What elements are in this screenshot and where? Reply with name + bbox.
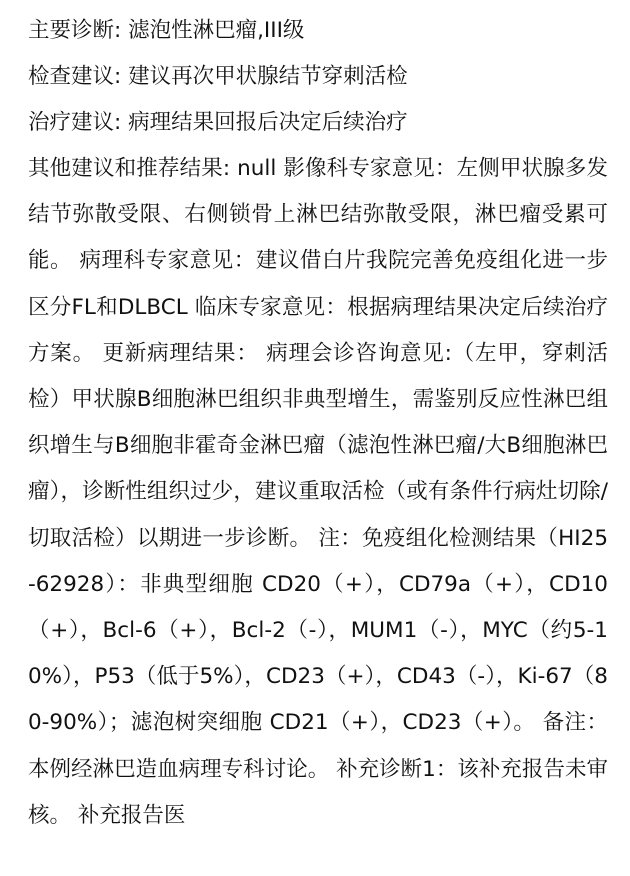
exam-recommendation-line: 检查建议: 建议再次甲状腺结节穿刺活检 — [28, 64, 408, 89]
other-recommendations-paragraph: 其他建议和推荐结果: null 影像科专家意见：左侧甲状腺多发结节弥散受限、右侧锁骨上淋巴结弥散受限，淋巴瘤受累可能。 病理科专家意见：建议借白片我院完善免疫组化进一步区分FL和DLBCL 临床专家意见：根据病理结果决定后续治疗方案。 更新病理结果： 病理会诊咨询意见:（左甲，穿刺活检）甲状腺B细胞淋巴组织非典型增生，需鉴别反应性淋巴组织增生与B细胞非霍奇金淋巴瘤（滤泡性淋巴瘤/大B细胞淋巴瘤），诊断性组织过少，建议重取活检（或有条件行病灶切除/切取活检）以期进一步诊断。 注：免疫组化检测结果（HI25-62928）：非典型细胞 CD20（+），CD79a（+），CD10（+），Bcl-6（+），Bcl-2（-），MUM1（-），MYC（约5-10%），P53（低于5%），CD23（+），CD43（-），Ki-67（80-90%）；滤泡树突细胞 CD21（+），CD23（+）。 备注：本例经淋巴造血病理专科讨论。 补充诊断1：该补充报告未审核。 补充报告医 — [28, 156, 608, 828]
treatment-recommendation-line: 治疗建议: 病理结果回报后决定后续治疗 — [28, 110, 408, 135]
main-diagnosis-line: 主要诊断: 滤泡性淋巴瘤,III级 — [28, 18, 305, 43]
